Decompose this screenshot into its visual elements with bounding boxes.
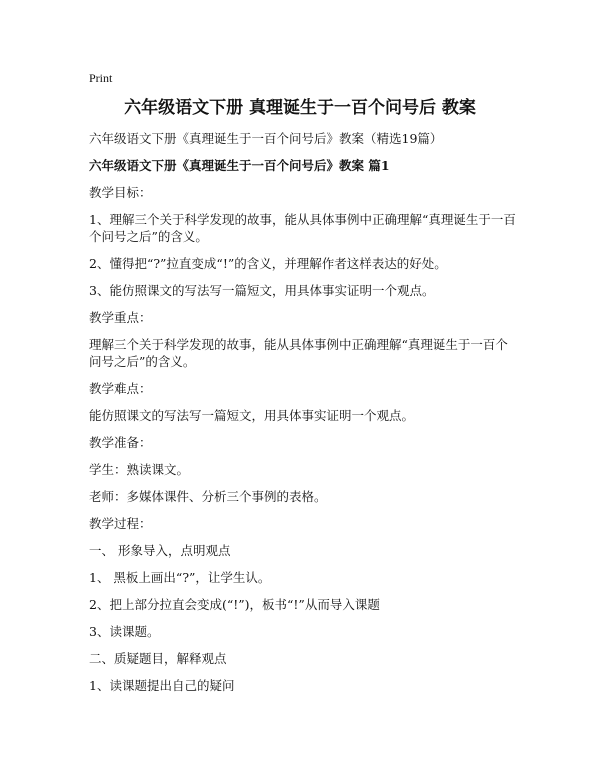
paragraph-teaching-goals-label: 教学目标： [89, 185, 152, 200]
document-title: 六年级语文下册 真理诞生于一百个问号后 教案 [124, 98, 476, 118]
paragraph-key-points-label: 教学重点： [89, 310, 152, 325]
paragraph-difficulty: 能仿照课文的写法写一篇短文，用具体事实证明一个观点。 [89, 408, 415, 423]
paragraph-step-2: 二、质疑题目，解释观点 [89, 651, 227, 666]
document-body [89, 130, 519, 694]
paragraph-step-1-3: 3、读课题。 [89, 624, 160, 639]
paragraph-goal-3: 3、能仿照课文的写法写一篇短文，用具体事实证明一个观点。 [89, 283, 435, 298]
paragraph-student-prep: 学生：熟读课文。 [89, 462, 190, 477]
print-label: Print [89, 71, 113, 85]
paragraph-difficulty-label: 教学难点： [89, 381, 152, 396]
paragraph-goal-1: 1、理解三个关于科学发现的故事，能从具体事例中正确理解“真理诞生于一百个问号之后”的含义。 [89, 212, 516, 244]
paragraph-preparation-label: 教学准备： [89, 435, 152, 450]
subtitle-paragraph: 六年级语文下册《真理诞生于一百个问号后》教案（精选19篇） [89, 131, 443, 146]
paragraph-step-1-2: 2、把上部分拉直会变成(“!”)，板书“!”从而导入课题 [89, 597, 380, 612]
paragraph-step-2-1: 1、读课题提出自己的疑问 [89, 678, 235, 693]
section-heading: 六年级语文下册《真理诞生于一百个问号后》教案 篇1 [89, 158, 390, 173]
paragraph-teacher-prep: 老师：多媒体课件、分析三个事例的表格。 [89, 489, 327, 504]
paragraph-key-points: 理解三个关于科学发现的故事，能从具体事例中正确理解“真理诞生于一百个问号之后”的含义。 [89, 337, 508, 369]
paragraph-step-1: 一、 形象导入，点明观点 [89, 543, 231, 558]
paragraph-step-1-1: 1、 黑板上画出“?”，让学生认。 [89, 570, 271, 585]
paragraph-goal-2: 2、懂得把“?”拉直变成“!”的含义，并理解作者这样表达的好处。 [89, 256, 447, 271]
paragraph-process-label: 教学过程： [89, 516, 152, 531]
